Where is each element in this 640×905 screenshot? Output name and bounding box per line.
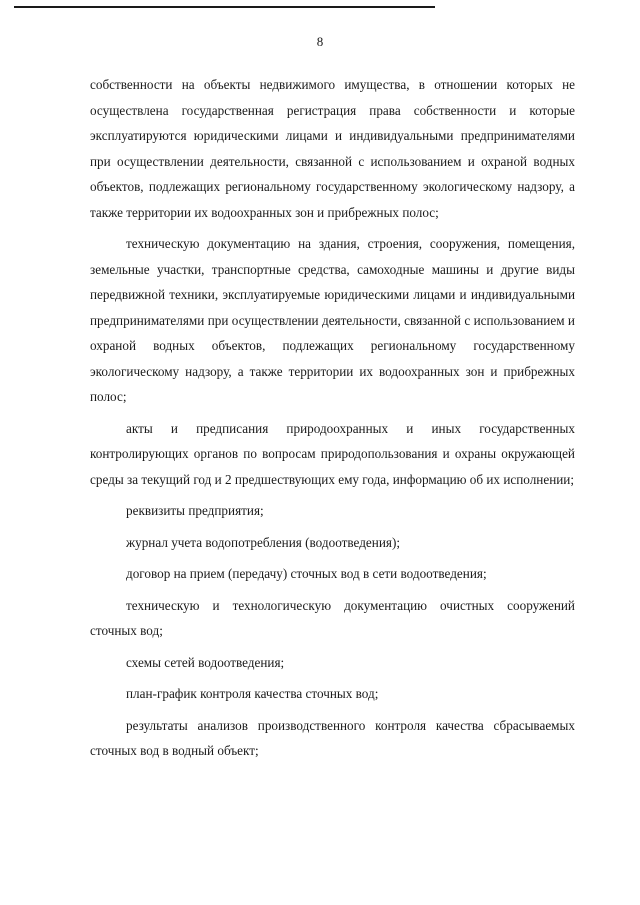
paragraph-sewer-schemes: схемы сетей водоотведения; (126, 654, 285, 670)
top-rule (14, 6, 435, 8)
paragraph-quality-schedule: план-график контроля качества сточных вод; (126, 686, 379, 701)
paragraph-treatment-documentation: техническую и технологическую документацию очистных сооружений сточных вод; (90, 597, 575, 638)
paragraph-company-details: реквизиты предприятия; (126, 503, 264, 518)
document-body (90, 72, 575, 770)
page-number: 8 (316, 34, 324, 49)
paragraph-property-objects: собственности на объекты недвижимого имущества, в отношении которых не осуществлена государственная регистрация права собственности и которые эксплуатируются юридическими лицами и индивидуальными предпринимателями при осуществлении деятельности, связанной с использованием и охраной водных объектов, подлежащих региональному государственному экологическому надзору, а также территории их водоохранных зон и прибрежных полос; (90, 77, 575, 220)
paragraph-water-log: журнал учета водопотребления (водоотведения); (126, 534, 401, 550)
paragraph-inspection-acts: акты и предписания природоохранных и иных государственных контролирующих органов по вопросам природопользования и охраны окружающей среды за текущий год и 2 предшествующих ему года, информацию об их исполнении; (90, 420, 575, 487)
paragraph-wastewater-contract: договор на прием (передачу) сточных вод в сети водоотведения; (126, 566, 487, 581)
paragraph-analysis-results: результаты анализов производственного контроля качества сбрасываемых сточных вод в водный объект; (90, 717, 575, 758)
paragraph-technical-documentation: техническую документацию на здания, строения, сооружения, помещения, земельные участки, транспортные средства, самоходные машины и другие виды передвижной техники, эксплуатируемые юридическими лицами и индивидуальными предпринимателями при осуществлении деятельности, связанной с использованием и охраной водных объектов, подлежащих региональному государственному экологическому надзору, а также территории их водоохранных зон и прибрежных полос; (90, 236, 575, 404)
